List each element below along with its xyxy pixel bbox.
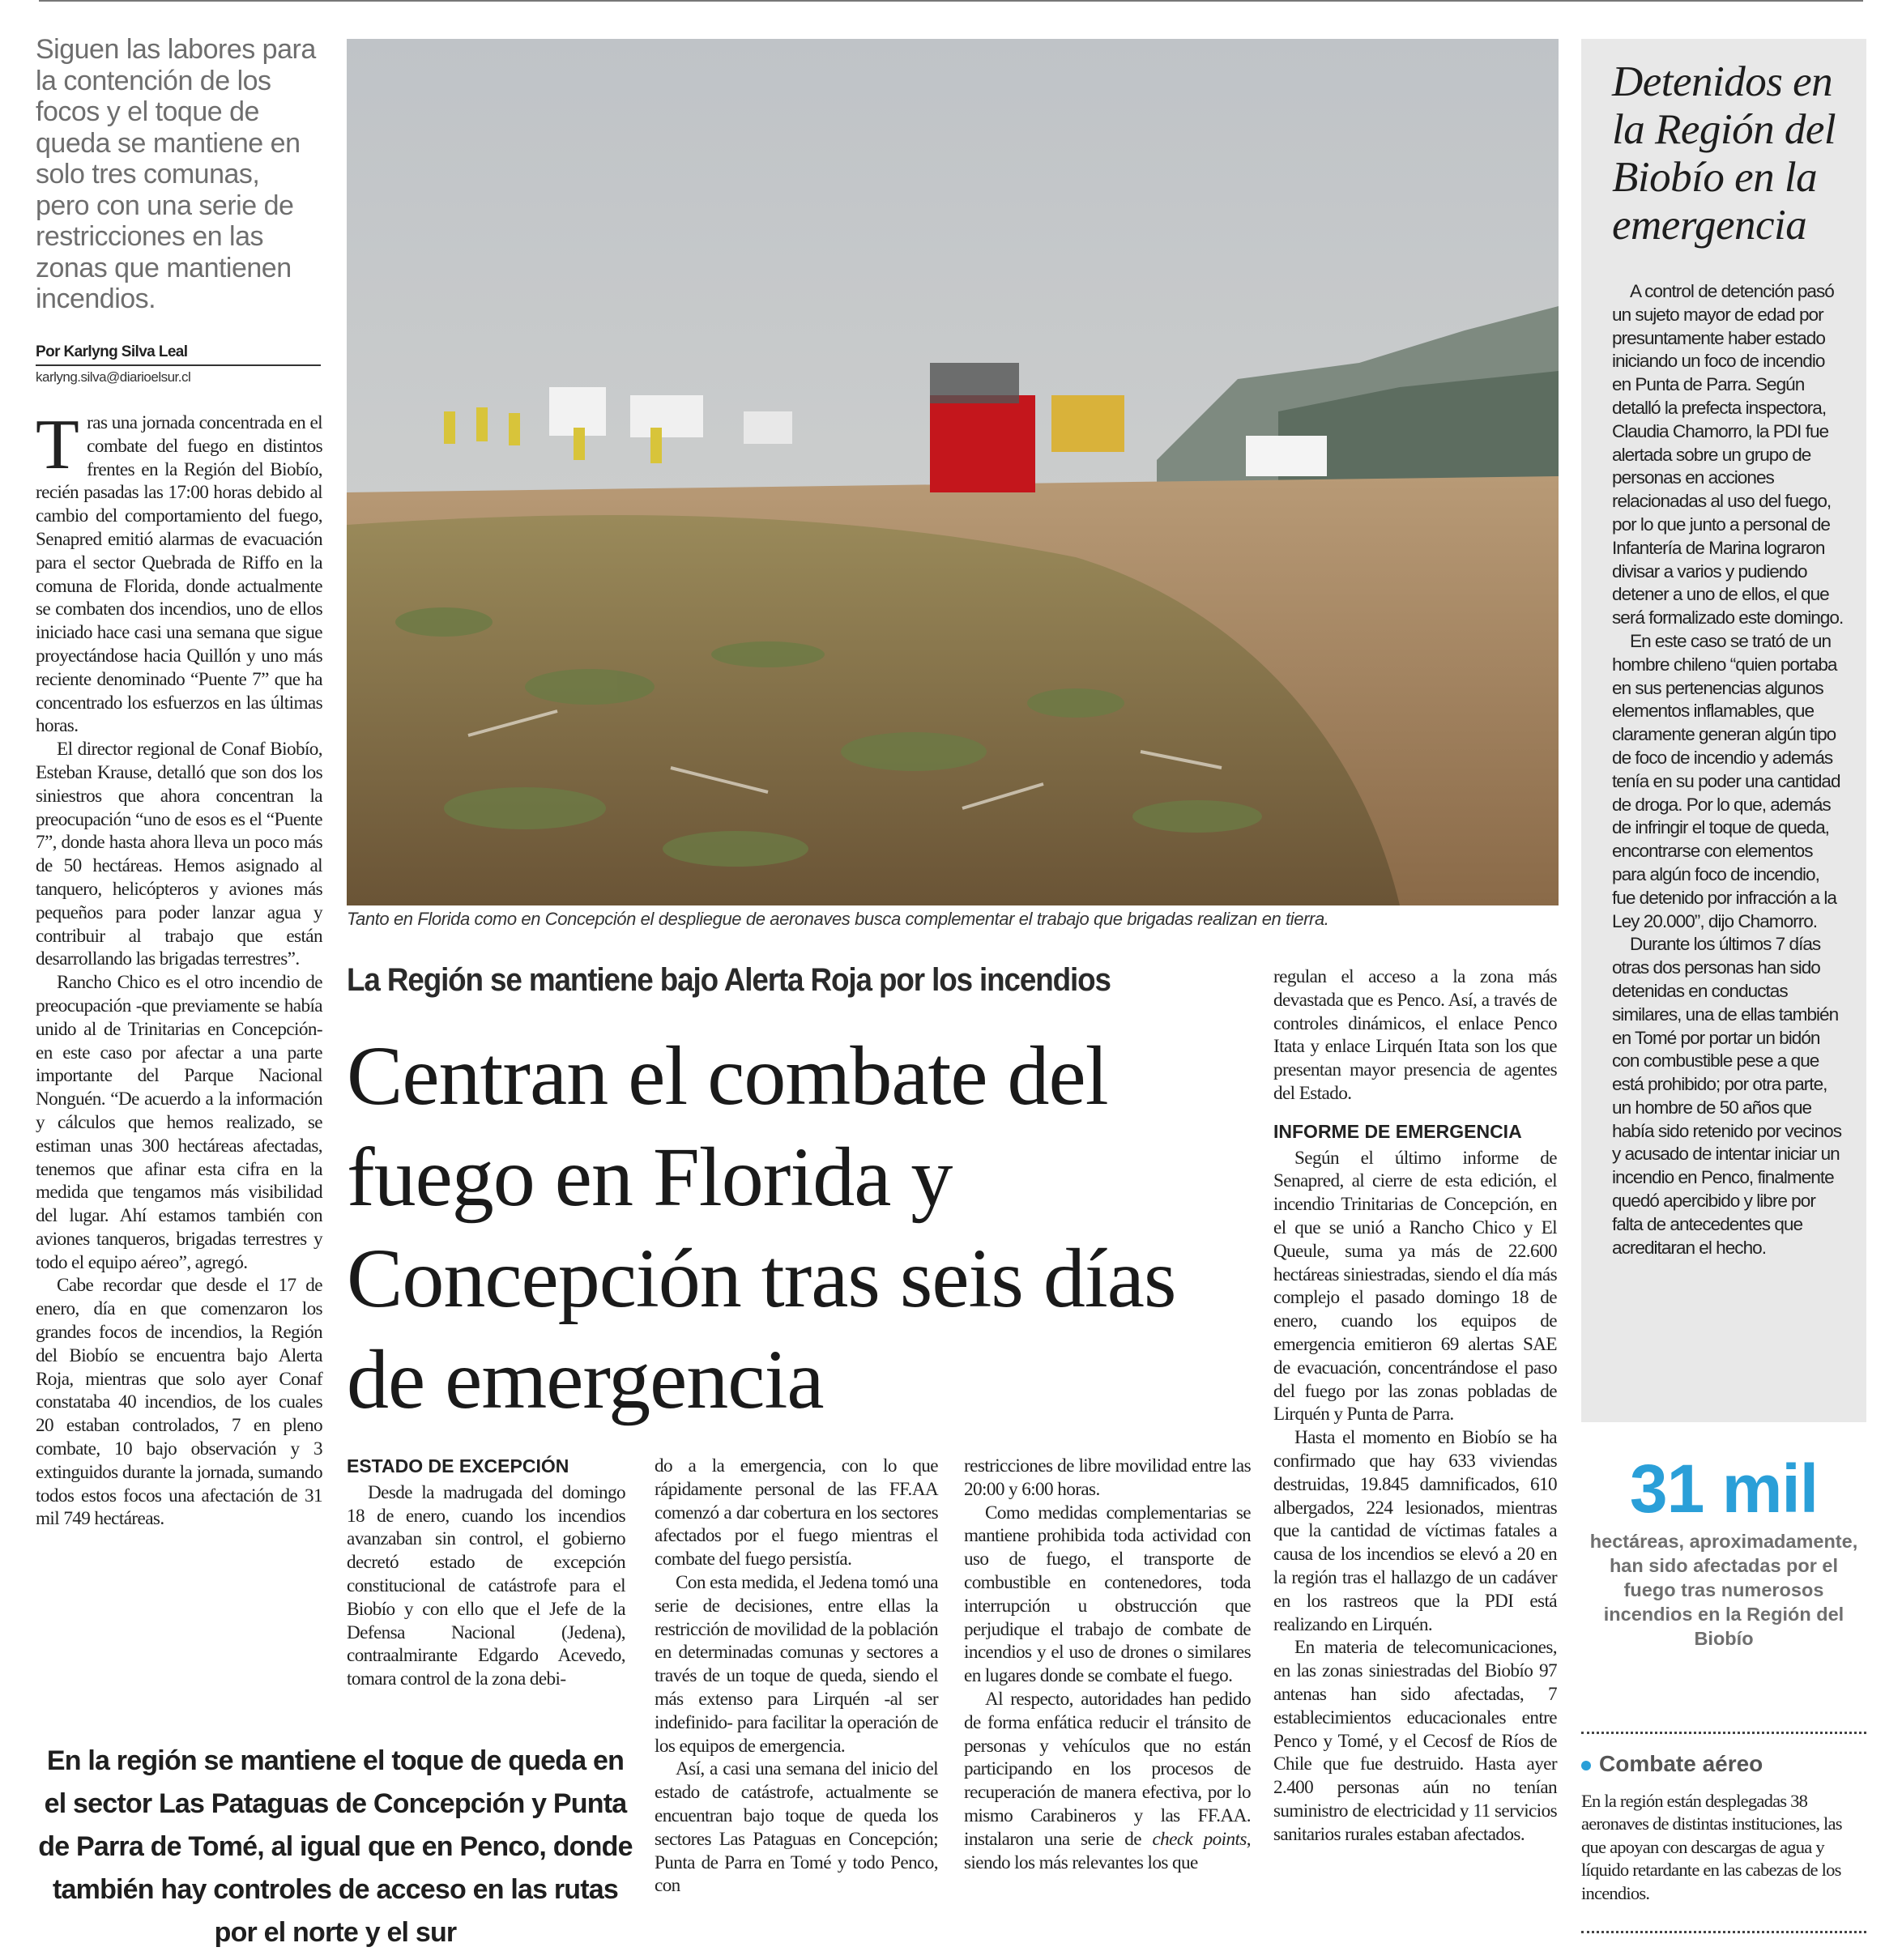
italic-term: check points — [1152, 1828, 1247, 1850]
author-email[interactable]: karlyng.silva@diarioelsur.cl — [36, 369, 191, 385]
paragraph: Rancho Chico es el otro incendio de preocupación -que previamente se había unido al de Trinitarias en Concepción- en este caso por afectar a una parte importante del Parque Nacional Nonguén. “De acuerdo a la información y cálculos que hemos realizado, se estiman unas 300 hectáreas afectadas, tenemos que afinar esta cifra en la medida que tengamos más visibilidad del lugar. Ahí estamos también con aviones tanqueros, brigadas terrestres y todo el equipo aéreo”, agregó. — [36, 972, 322, 1273]
subhead: INFORME DE EMERGENCIA — [1273, 1120, 1522, 1142]
headline: Centran el combate del fuego en Florida y Concepción tras seis días de emergencia — [347, 1029, 1176, 1426]
paragraph: Durante los últimos 7 días otras dos personas han sido detenidas en conductas similares, una de ellas también en Tomé por portar un bidón con combustible pese a que está prohibido; por otra parte, un hombre de 50 años que había sido retenido por vecinos y acusado de intentar iniciar un incendio en Penco, finalmente quedó apercibido y libre por falta de antecedentes que acreditaran el hecho. — [1612, 934, 1842, 1258]
dotted-rule — [1581, 1732, 1866, 1734]
aereo-body: En la región están desplegadas 38 aeronaves de distintas instituciones, las que apoyan con descargas de agua y líquido retardante en las cabezas de los incendios. — [1581, 1791, 1842, 1903]
paragraph: Hasta el momento en Biobío se ha confirmado que hay 633 viviendas destruidas, 19.845 damnificados, 610 albergados, 224 lesionados, mientras que la cantidad de víctimas fatales a causa de los incendios se elevó a 20 en la región tras el hallazgo de un cadáver en los rastreos que la PDI está realizando en Lirquén. — [1273, 1427, 1557, 1635]
paragraph: restricciones de libre movilidad entre las 20:00 y 6:00 horas. — [964, 1455, 1251, 1500]
paragraph: ras una jornada concentrada en el combate del fuego en distintos frentes en la Región del Biobío, recién pasadas las 17:00 horas debido al cambio del comportamiento del fuego, Senapred emitió alarmas de evacuación para el sector Quebrada de Riffo en la comuna de Florida, donde actualmente se combaten dos incendios, uno de ellos iniciado hace casi una semana que sigue proyectándose hacia Quillón y uno más reciente denominado “Puente 7” que ha concentrado los esfuerzos en las últimas horas. — [36, 412, 322, 737]
aereo-title: Combate aéreo — [1581, 1751, 1763, 1777]
body-column-3 — [964, 1455, 1251, 1874]
subhead: ESTADO DE EXCEPCIÓN — [347, 1455, 569, 1476]
byline — [36, 343, 321, 386]
paragraph: Desde la madrugada del domingo 18 de enero, cuando los incendios avanzaban sin control, el gobierno decretó estado de excepción constitucional de catástrofe para el Biobío y con ello que el Jefe de la Defensa Nacional (Jedena), contraalmirante Edgardo Acevedo, tomara control de la zona debi- — [347, 1481, 625, 1690]
stat-caption: hectáreas, aproximadamente, han sido afectadas por el fuego tras numerosos incendios en la Región del Biobío — [1589, 1531, 1858, 1649]
dropcap: T — [36, 406, 79, 484]
paragraph: En este caso se trató de un hombre chileno “quien portaba en sus pertenencias algunos elementos inflamables, que claramente generan algún tipo de foco de incendio y además tenía en su poder una cantidad de droga. Por lo que, además de infringir el toque de queda, encontrarse con elementos para algún foco de incendio, fue detenido por infracción a la Ley 20.000”, dijo Chamorro. — [1612, 630, 1840, 931]
body-column-4 — [1273, 965, 1557, 1846]
lede: Siguen las labores para la contención de los focos y el toque de queda se mantiene en solo tres comunas, pero con una serie de restricciones en las zonas que mantienen incendios. — [36, 34, 316, 314]
kicker: La Región se mantiene bajo Alerta Roja por los incendios — [347, 962, 1111, 998]
paragraph: Como medidas complementarias se mantiene prohibida toda actividad con uso de fuego, el transporte de combustible en contenedores, toda interrupción u obstrucción que perjudique el trabajo de combate de incendios y el uso de drones o similares en lugares donde se combate el fuego. — [964, 1502, 1251, 1687]
paragraph: Cabe recordar que desde el 17 de enero, día en que comenzaron los grandes focos de incendios, la Región del Biobío se encuentra bajo Alerta Roja, mientras que solo ayer Conaf constataba 40 incendios, de los cuales 20 estaban controlados, 7 en pleno combate, 10 bajo observación y 3 extinguidos durante la jornada, sumando todos estos focos una afectación de 31 mil 749 hectáreas. — [36, 1275, 322, 1530]
top-rule — [39, 0, 1863, 2]
body-column-2 — [655, 1455, 938, 1898]
paragraph: regulan el acceso a la zona más devastada que es Penco. Así, a través de controles dinámicos, el enlace Penco Itata y enlace Lirquén Itata son los que presentan mayor presencia de agentes del Estado. — [1273, 966, 1557, 1104]
paragraph: El director regional de Conaf Biobío, Esteban Krause, detalló que son dos los siniestros que ahora concentran la preocupación “uno de esos es el “Puente 7”, donde hasta ahora lleva un poco más de 50 hectáreas. Hemos asignado al tanquero, helicópteros y aviones más pequeños para poder lanzar agua y contribuir al trabajo que están desarrollando las brigadas terrestres”. — [36, 739, 322, 970]
sidebar-text — [1612, 280, 1844, 1259]
sidebar-title: Detenidos en la Región del Biobío en la emergencia — [1612, 58, 1836, 249]
paragraph: Con esta medida, el Jedena tomó una serie de decisiones, entre ellas la restricción de movilidad de la población en determinadas comunas y sectores a través de un toque de queda, siendo el más extenso para Lirquén -al ser indefinido- para facilitar la operación de los equipos de emergencia. — [655, 1571, 938, 1757]
pull-quote: En la región se mantiene el toque de queda en el sector Las Pataguas de Concepción y Punta de Parra de Tomé, al igual que en Penco, donde también hay controles de acceso en las rutas por el norte y el sur — [38, 1745, 633, 1948]
paragraph: Al respecto, autoridades han pedido de forma enfática reducir el tránsito de personas y vehículos que no están participando en los procesos de recuperación de manera efectiva, por lo mismo Carabineros y las FF.AA. instalaron una serie de check points, siendo los más relevantes los que — [964, 1688, 1251, 1873]
photo-caption: Tanto en Florida como en Concepción el despliegue de aeronaves busca complementar el trabajo que brigadas realizan en tierra. — [347, 909, 1329, 929]
author-name: Por Karlyng Silva Leal — [36, 343, 321, 366]
stat-number: 31 mil — [1629, 1451, 1819, 1527]
news-photo — [347, 39, 1559, 905]
paragraph: do a la emergencia, con lo que rápidamente personal de las FF.AA comenzó a dar cobertura en los sectores afectados por el fuego mientras el combate del fuego persistía. — [655, 1455, 938, 1570]
bullet-icon — [1581, 1761, 1591, 1770]
paragraph: A control de detención pasó un sujeto mayor de edad por presuntamente haber estado iniciando un foco de incendio en Punta de Parra. Según detalló la prefecta inspectora, Claudia Chamorro, la PDI fue alertada sobre un grupo de personas en acciones relacionadas al uso del fuego, por lo que junto a personal de Infantería de Marina lograron divisar a varios y pudiendo detener a uno de ellos, el que será formalizado este domingo. — [1612, 281, 1844, 628]
dotted-rule — [1581, 1931, 1866, 1933]
paragraph: Así, a casi una semana del inicio del estado de catástrofe, actualmente se encuentran bajo toque de queda los sectores Las Pataguas en Concepción; Punta de Parra en Tomé y todo Penco, con — [655, 1758, 938, 1897]
paragraph: En materia de telecomunicaciones, en las zonas siniestradas del Biobío 97 antenas han sido afectadas, 7 establecimientos educacionales entre Penco y Tomé, y el Cecosf de Ríos de Chile que fue destruido. Hasta ayer 2.400 personas aún no tenían suministro de electricidad y 11 servicios sanitarios rurales estaban afectados. — [1273, 1637, 1557, 1845]
left-column-text — [36, 406, 322, 1531]
paragraph: Según el último informe de Senapred, al cierre de esta edición, el incendio Trinitarias de Concepción, en el que se unió a Rancho Chico y El Queule, suma ya más de 22.600 hectáreas siniestradas, siendo el día más complejo el pasado domingo 18 de enero, cuando los equipos de emergencia emitieron 69 alertas SAE de evacuación, concentrándose el paso del fuego por las zonas pobladas de Lirquén y Punta de Parra. — [1273, 1147, 1557, 1425]
body-column-1 — [347, 1455, 625, 1691]
